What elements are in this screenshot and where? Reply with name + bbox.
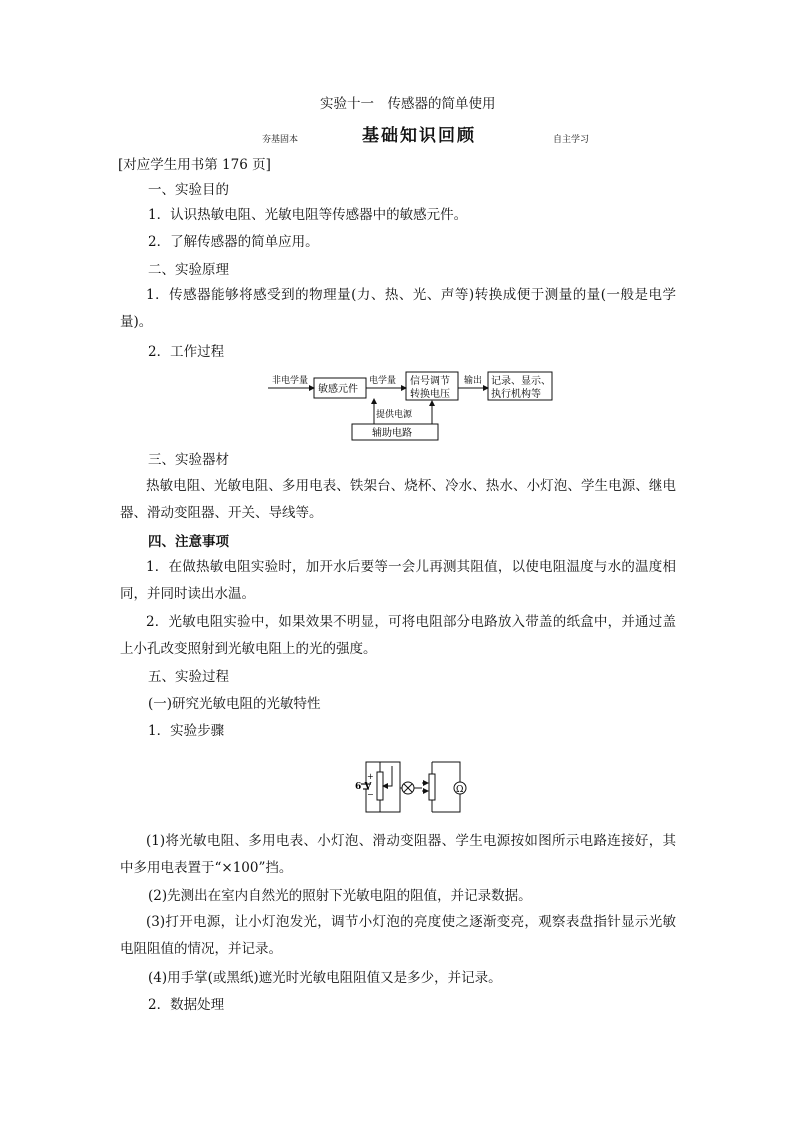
section-heading-principle: 二、实验原理	[148, 262, 229, 278]
working-process-diagram	[262, 366, 562, 444]
purpose-item-2: 2．了解传感器的简单应用。	[148, 234, 319, 250]
step-2: (2)先测出在室内自然光的照射下光敏电阻的阻值，并记录数据。	[148, 888, 532, 904]
notes-item-2: 2．光敏电阻实验中，如果效果不明显，可将电阻部分电路放入带盖的纸盒中，并通过盖上小孔改变照射到光敏电阻上的光的强度。	[120, 614, 676, 657]
banner-main-title: 基础知识回顾	[362, 126, 476, 146]
section-heading-equipment: 三、实验器材	[148, 452, 229, 468]
executor-label-1: 记录、显示、	[491, 376, 551, 387]
step-3: (3)打开电源，让小灯泡发光，调节小灯泡的亮度使之逐渐变亮，观察表盘指针显示光敏电阻阻值的情况，并记录。	[120, 914, 676, 957]
plus-label: +	[367, 772, 374, 781]
equipment-text: 热敏电阻、光敏电阻、多用电表、铁架台、烧杯、冷水、热水、小灯泡、学生电源、继电器、滑动变阻器、开关、导线等。	[120, 478, 676, 521]
section-heading-notes: 四、注意事项	[148, 534, 229, 550]
notes-item-1: 1．在做热敏电阻实验时，加开水后要等一会儿再测其阻值，以使电阻温度与水的温度相同，并同时读出水温。	[120, 559, 676, 602]
steps-heading: 1．实验步骤	[148, 723, 225, 739]
data-processing-heading: 2．数据处理	[148, 997, 225, 1013]
principle-item-2: 2．工作过程	[148, 344, 225, 360]
banner-right-label: 自主学习	[553, 135, 590, 145]
flow-mid-label: 电学量	[369, 376, 397, 386]
step-1: (1)将光敏电阻、多用电表、小灯泡、滑动变阻器、学生电源按如图所示电路连接好，其中多用电表置于“×100”挡。	[120, 833, 676, 876]
process-subheading: (一)研究光敏电阻的光敏特性	[148, 696, 321, 712]
section-heading-purpose: 一、实验目的	[148, 182, 229, 198]
conditioner-label-2: 转换电压	[410, 389, 450, 400]
photoresistor	[429, 774, 435, 800]
flow-output-label: 输出	[464, 376, 483, 386]
power-label: 提供电源	[376, 410, 413, 420]
page-title: 实验十一 传感器的简单使用	[320, 96, 496, 112]
flow-input-label: 非电学量	[272, 376, 309, 386]
rheostat-resistor	[377, 772, 383, 800]
minus-label: −	[367, 790, 374, 799]
step-4: (4)用手掌(或黑纸)遮光时光敏电阻阻值又是多少，并记录。	[148, 970, 502, 986]
sensor-label: 敏感元件	[318, 384, 358, 395]
purpose-item-1: 1．认识热敏电阻、光敏电阻等传感器中的敏感元件。	[148, 207, 468, 223]
principle-item-1: 1．传感器能够将感受到的物理量(力、热、光、声等)转换成便于测量的量(一般是电学量)。	[120, 287, 676, 330]
ohm-label: Ω	[456, 785, 464, 795]
aux-circuit-label: 辅助电路	[372, 428, 412, 439]
section-heading-process: 五、实验过程	[148, 669, 229, 685]
circuit-diagram	[352, 752, 468, 822]
executor-label-2: 执行机构等	[491, 389, 541, 400]
banner-left-label: 夯基固本	[262, 135, 299, 145]
page-reference: [对应学生用书第 176 页]	[118, 157, 271, 173]
voltage-label: 6 V	[355, 782, 372, 792]
conditioner-label-1: 信号调节	[410, 376, 450, 387]
